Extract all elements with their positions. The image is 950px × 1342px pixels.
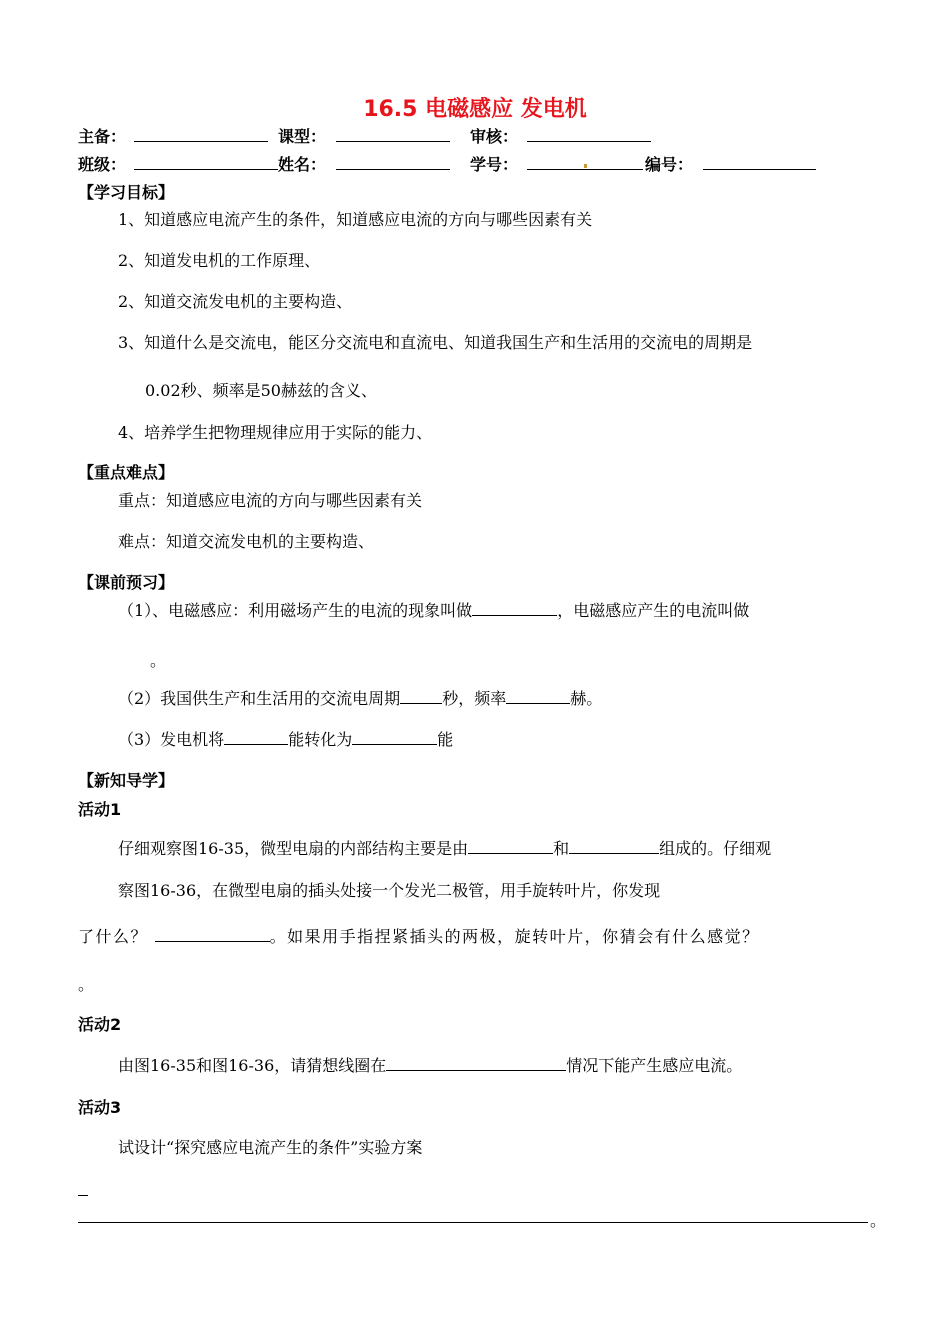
goal-item: 2、知道交流发电机的主要构造、 bbox=[118, 292, 353, 311]
act3-short-dash bbox=[78, 1195, 88, 1196]
key-point: 重点：知道感应电流的方向与哪些因素有关 bbox=[118, 491, 423, 510]
act1-line3 bbox=[78, 924, 760, 947]
zhubei-blank[interactable] bbox=[134, 141, 268, 142]
goal-item: 4、培养学生把物理规律应用于实际的能力、 bbox=[118, 423, 433, 442]
q2-blank-frequency[interactable] bbox=[506, 686, 570, 704]
preview-q1 bbox=[118, 598, 749, 621]
goal-item: 1、知道感应电流产生的条件，知道感应电流的方向与哪些因素有关 bbox=[118, 210, 593, 229]
goal-item: 3、知道什么是交流电，能区分交流电和直流电、知道我国生产和生活用的交流电的周期是 bbox=[118, 333, 753, 352]
act1-text-l3b: 。如果用手指捏紧插头的两极，旋转叶片，你猜会有什么感觉？ bbox=[269, 927, 760, 946]
q1-end: 。 bbox=[150, 651, 167, 670]
goal-item: 0.02秒、频率是50赫兹的含义、 bbox=[145, 381, 377, 400]
q3-blank-1[interactable] bbox=[224, 727, 288, 745]
label-kexing: 课型： bbox=[278, 127, 327, 146]
banji-blank[interactable] bbox=[134, 169, 278, 170]
label-bianhao: 编号： bbox=[645, 155, 694, 174]
goal-item: 2、知道发电机的工作原理、 bbox=[118, 251, 321, 270]
stray-mark bbox=[584, 164, 587, 168]
act2-text-b: 情况下能产生感应电流。 bbox=[566, 1056, 743, 1075]
section-keypoints-heading: 【重点难点】 bbox=[78, 463, 175, 482]
q3-text-a: （3）发电机将 bbox=[118, 730, 225, 749]
label-xingming: 姓名： bbox=[278, 155, 327, 174]
q3-blank-2[interactable] bbox=[352, 727, 437, 745]
q3-text-b: 能转化为 bbox=[288, 730, 353, 749]
act2-line1 bbox=[118, 1053, 742, 1076]
preview-q2 bbox=[118, 686, 602, 709]
q2-text-a: （2）我国供生产和生活用的交流电周期 bbox=[118, 689, 401, 708]
difficult-point: 难点：知道交流发电机的主要构造、 bbox=[118, 532, 375, 551]
act1-text-l3a: 了什么？ bbox=[78, 927, 149, 946]
activity-1-title: 活动1 bbox=[78, 800, 122, 819]
act1-line1 bbox=[118, 836, 771, 859]
q2-text-c: 赫。 bbox=[570, 689, 603, 708]
act3-line1: 试设计“探究感应电流产生的条件”实验方案 bbox=[118, 1138, 423, 1157]
q3-text-c: 能 bbox=[437, 730, 454, 749]
page-title: 16.5 电磁感应 发电机 bbox=[363, 97, 587, 122]
act1-text-b: 和 bbox=[553, 839, 570, 858]
kexing-blank[interactable] bbox=[336, 141, 450, 142]
q2-text-b: 秒，频率 bbox=[442, 689, 507, 708]
shenhe-blank[interactable] bbox=[527, 141, 651, 142]
act1-text-c: 组成的。仔细观 bbox=[659, 839, 772, 858]
act3-answer-line[interactable] bbox=[78, 1222, 868, 1223]
act1-blank-1[interactable] bbox=[468, 836, 553, 854]
label-zhubei: 主备： bbox=[78, 127, 127, 146]
act1-line4: 。 bbox=[78, 975, 95, 994]
label-banji: 班级： bbox=[78, 155, 127, 174]
act1-blank-2[interactable] bbox=[569, 836, 659, 854]
act2-blank[interactable] bbox=[386, 1053, 566, 1071]
section-new-knowledge-heading: 【新知导学】 bbox=[78, 771, 175, 790]
q1-text-b: ，电磁感应产生的电流叫做 bbox=[557, 601, 750, 620]
label-shenhe: 审核： bbox=[470, 127, 519, 146]
bianhao-blank[interactable] bbox=[703, 169, 816, 170]
section-goals-heading: 【学习目标】 bbox=[78, 183, 175, 202]
activity-2-title: 活动2 bbox=[78, 1015, 122, 1034]
act1-blank-3[interactable] bbox=[155, 924, 270, 942]
preview-q3 bbox=[118, 727, 453, 750]
act3-end: 。 bbox=[870, 1211, 887, 1230]
act2-text-a: 由图16-35和图16-36，请猜想线圈在 bbox=[118, 1056, 387, 1075]
act1-line2: 察图16-36，在微型电扇的插头处接一个发光二极管，用手旋转叶片，你发现 bbox=[118, 881, 661, 900]
label-xuehao: 学号： bbox=[470, 155, 519, 174]
xuehao-blank[interactable] bbox=[527, 169, 643, 170]
activity-3-title: 活动3 bbox=[78, 1098, 122, 1117]
section-preview-heading: 【课前预习】 bbox=[78, 573, 175, 592]
act1-text-a: 仔细观察图16-35，微型电扇的内部结构主要是由 bbox=[118, 839, 469, 858]
q1-text-a: （1）、电磁感应：利用磁场产生的电流的现象叫做 bbox=[118, 601, 473, 620]
q1-blank-1[interactable] bbox=[472, 598, 557, 616]
q2-blank-period[interactable] bbox=[400, 686, 442, 704]
xingming-blank[interactable] bbox=[336, 169, 450, 170]
